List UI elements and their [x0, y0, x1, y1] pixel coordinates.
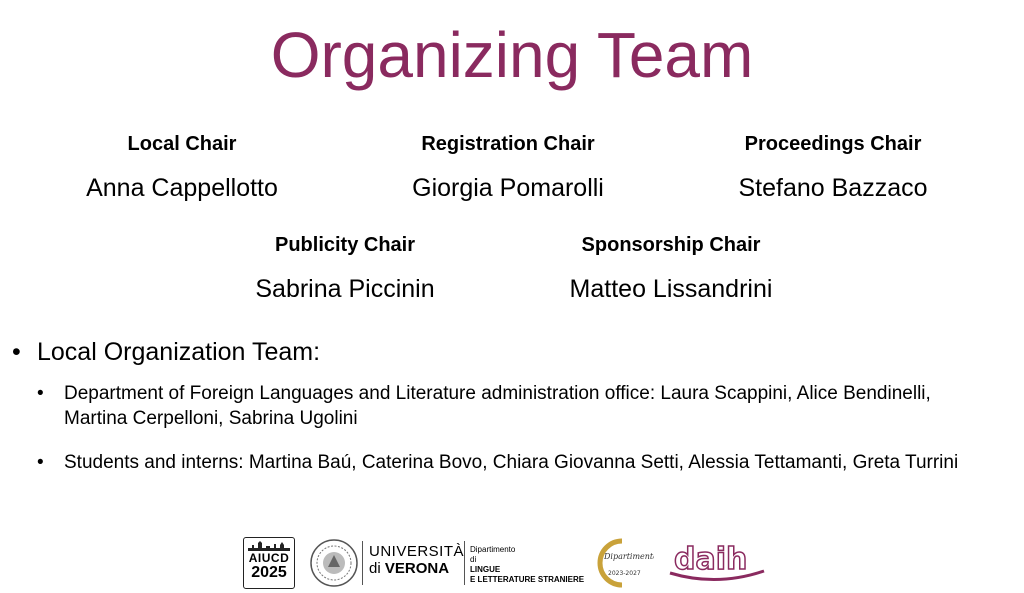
- chair-name: Stefano Bazzaco: [738, 174, 928, 202]
- daih-logo: [662, 537, 772, 589]
- daih-text: daih: [674, 542, 748, 577]
- univr-name: UNIVERSITÀ: [369, 543, 465, 560]
- dept-di: di: [470, 555, 477, 564]
- eccellenza-years: 2023-2027: [608, 570, 641, 577]
- list-heading-text: Local Organization Team:: [37, 338, 321, 366]
- chair-role: Proceedings Chair: [744, 133, 922, 155]
- list-item-text: Students and interns: Martina Baú, Caterina Bovo, Chiara Giovanna Setti, Alessia Tettamanti, Greta Turrini: [64, 452, 959, 473]
- chair-local: [22, 133, 342, 203]
- logo-bar: [0, 537, 1024, 589]
- list-item: [37, 381, 997, 431]
- list-item: [37, 450, 997, 475]
- university-seal-icon: [308, 537, 360, 589]
- skyline-icon: [248, 541, 290, 551]
- chair-registration: [348, 133, 668, 203]
- dept-name-2: E LETTERATURE STRANIERE: [470, 575, 585, 584]
- list-item-text: Department of Foreign Languages and Literature administration office: Laura Scappini, Alice Bendinelli, Martina Cerpelloni, Sabrina Ugolini: [64, 383, 931, 429]
- univr-logo: [369, 537, 465, 589]
- eccellenza-text: Dipartimento: [604, 552, 654, 561]
- aiucd-year: 2025: [251, 564, 287, 581]
- univr-di: di: [369, 560, 381, 577]
- department-logo: [470, 537, 590, 589]
- aiucd-logo: [243, 537, 295, 589]
- univr-city: VERONA: [384, 560, 450, 577]
- chair-role: Registration Chair: [421, 133, 595, 155]
- logo-divider: [464, 541, 465, 585]
- dept-label: Dipartimento: [470, 545, 516, 554]
- chair-name: Sabrina Piccinin: [255, 275, 435, 303]
- chair-role: Sponsorship Chair: [581, 234, 761, 256]
- bullet-icon: •: [37, 452, 44, 473]
- chair-sponsorship: [511, 234, 831, 304]
- logo-divider: [362, 541, 363, 585]
- eccellenza-logo: [592, 537, 654, 589]
- chair-proceedings: [673, 133, 993, 203]
- chair-role: Local Chair: [127, 133, 237, 155]
- chair-name: Matteo Lissandrini: [569, 275, 773, 303]
- aiucd-text: AIUCD: [248, 551, 290, 565]
- chair-publicity: [185, 234, 505, 304]
- chair-name: Anna Cappellotto: [86, 174, 278, 202]
- chair-name: Giorgia Pomarolli: [412, 174, 604, 202]
- page-title: Organizing Team: [270, 19, 754, 91]
- chair-role: Publicity Chair: [274, 234, 416, 256]
- dept-name-1: LINGUE: [470, 565, 501, 574]
- univr-city-line: [369, 560, 461, 577]
- bullet-icon: •: [37, 383, 44, 404]
- bullet-icon: •: [12, 338, 21, 366]
